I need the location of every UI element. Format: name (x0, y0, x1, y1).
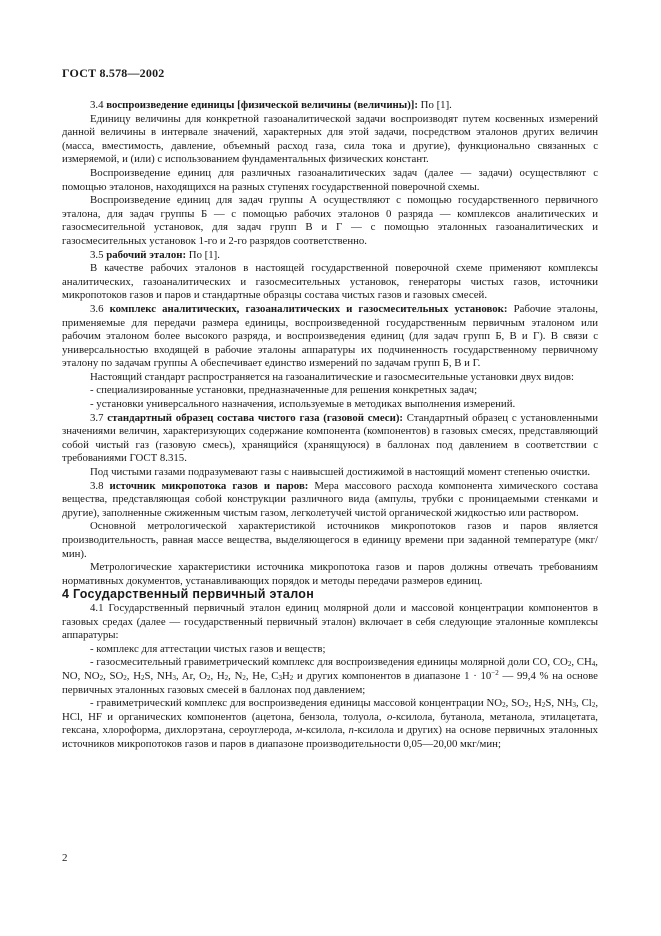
list-item: - установки универсального назначения, используемые в методиках выполнения измерений. (90, 398, 516, 411)
paragraph: Под чистыми газами подразумевают газы с наивысшей достижимой в настоящий момент степенью очистки. (90, 466, 591, 479)
term: стандартный образец состава чистого газа (газовой смеси): (107, 411, 404, 424)
clause-3-5: 3.5 рабочий эталон: По [1]. (90, 248, 220, 261)
clause-3-6: 3.6 комплекс аналитических, газоаналитических и газосмесительных установок: Рабочие эталоны, применяемые для передачи размера единицы, воспроизведенной государственным первичным эталоном или рабочим эталоном более высокого разряда, и воспроизведения единиц (для задач групп Б, В и Г). В связи с универсальностью входящей в рабочие эталоны аппаратуры их подчиненность государственному первичному эталону по задачам группы А обеспечивает единство измерений по задачам групп Б, В и Г. (62, 302, 598, 370)
term: комплекс аналитических, газоаналитических и газосмесительных установок: (109, 302, 508, 315)
list-item: - гравиметрический комплекс для воспроизведения единицы массовой концентрации NO2, SO2, H2S, NH3, Cl2, HCl, HF и органических компонентов (ацетона, бензола, толуола, o-ксилола, бутанола, метанола, этилацетата, гексана, хлороформа, дихлорэтана, сероуглерода, м-ксилола, n-ксилола и других) на основе первичных эталонных источников микропотоков газов и паров в диапазоне производительности 0,05—20,00 мкг/мин; (62, 697, 599, 750)
paragraph: Настоящий стандарт распространяется на газоаналитические и газосмесительные установки двух видов: (90, 370, 574, 383)
page-number: 2 (62, 852, 68, 864)
paragraph: Метрологические характеристики источника микропотока газов и паров должны отвечать требованиям нормативных документов, устанавливающих порядок и методы передачи размеров единиц. (62, 561, 598, 587)
paragraph: Единицу величины для конкретной газоаналитической задачи воспроизводят путем косвенных измерений данной величины в интервале значений, характерных для этой задачи, посредством эталонов других величин (масса, вместимость, давление, объемный расход газа, сила тока и другие), функционально связанных с измеряемой, и (или) с использованием фундаментальных физических констант. (62, 112, 598, 166)
clause-4-1: 4.1 Государственный первичный эталон единиц молярной доли и массовой концентрации компонентов в газовых средах (далее — государственный первичный эталон) включает в себя следующие эталонные комплексы аппаратуры: (62, 601, 598, 642)
list-item: - специализированные установки, предназначенные для решения конкретных задач; (90, 384, 478, 397)
term: воспроизведение единицы [физической величины (величины)]: (106, 99, 418, 111)
section-heading: 4 Государственный первичный эталон (62, 587, 315, 602)
document-body (62, 99, 598, 752)
paragraph: В качестве рабочих эталонов в настоящей государственной поверочной схеме применяют комплексы аналитических, газоаналитических и газосмесительных установок, генераторы чистых газов, источники микропотоков газов и паров и стандартные образцы состава чистых газов и газовых смесей. (62, 262, 598, 302)
clause-3-7: 3.7 стандартный образец состава чистого газа (газовой смеси): Стандартный образец с установленными значениями величин, характеризующих содержание компонента (компонентов) в газовых смесях, представляющий собой чистый газ (газовую смесь), хранящийся (хранящуюся) в баллонах под давлением в соответствии с требованиями ГОСТ 8.315. (62, 411, 598, 465)
paragraph: Основной метрологической характеристикой источников микропотоков газов и паров является производительность, равная массе вещества, выделяющегося в единицу времени при заданной температуре (мкг/мин). (62, 520, 598, 560)
paragraph: Воспроизведение единиц для различных газоаналитических задач (далее — задачи) осуществляют с помощью эталонов, находящихся на разных ступенях государственной поверочной схемы. (62, 166, 598, 193)
clause-3-4: 3.4 воспроизведение единицы [физической величины (величины)]: По [1]. (90, 99, 452, 111)
list-item: - комплекс для аттестации чистых газов и веществ; (90, 642, 326, 655)
term: источник микропотока газов и паров: (109, 479, 309, 492)
paragraph: Воспроизведение единиц для задач группы А осуществляют с помощью государственного первичного эталона, для задач группы Б — с помощью рабочих эталонов 0 разряда — комплексов аналитических и газосмесительной установок, для задач групп В и Г — с помощью эталонных газоаналитических и газосмесительных установок 1-го и 2-го разрядов соответственно. (62, 194, 598, 247)
term: рабочий эталон: (106, 248, 187, 261)
document-header: ГОСТ 8.578—2002 (62, 66, 165, 80)
clause-3-8: 3.8 источник микропотока газов и паров: Мера массового расхода компонента химического состава вещества, представляющая собой конструкции различного вида (ампулы, трубки с проницаемыми стенками и другие), заполненные сжиженным чистым газом, легколетучей чистой органической жидкостью или раствором. (62, 479, 599, 519)
list-item: - газосмесительный гравиметрический комплекс для воспроизведения единицы молярной доли CO, CO2, CH4, NO, NO2, SO2, H2S, NH3, Ar, O2, H2, N2, He, C3H2 и других компонентов в диапазоне $1 \cdot 10^{-2}$ — 99,4 % на основе первичных эталонных газовых смесей в баллонах под давлением; (62, 656, 598, 696)
